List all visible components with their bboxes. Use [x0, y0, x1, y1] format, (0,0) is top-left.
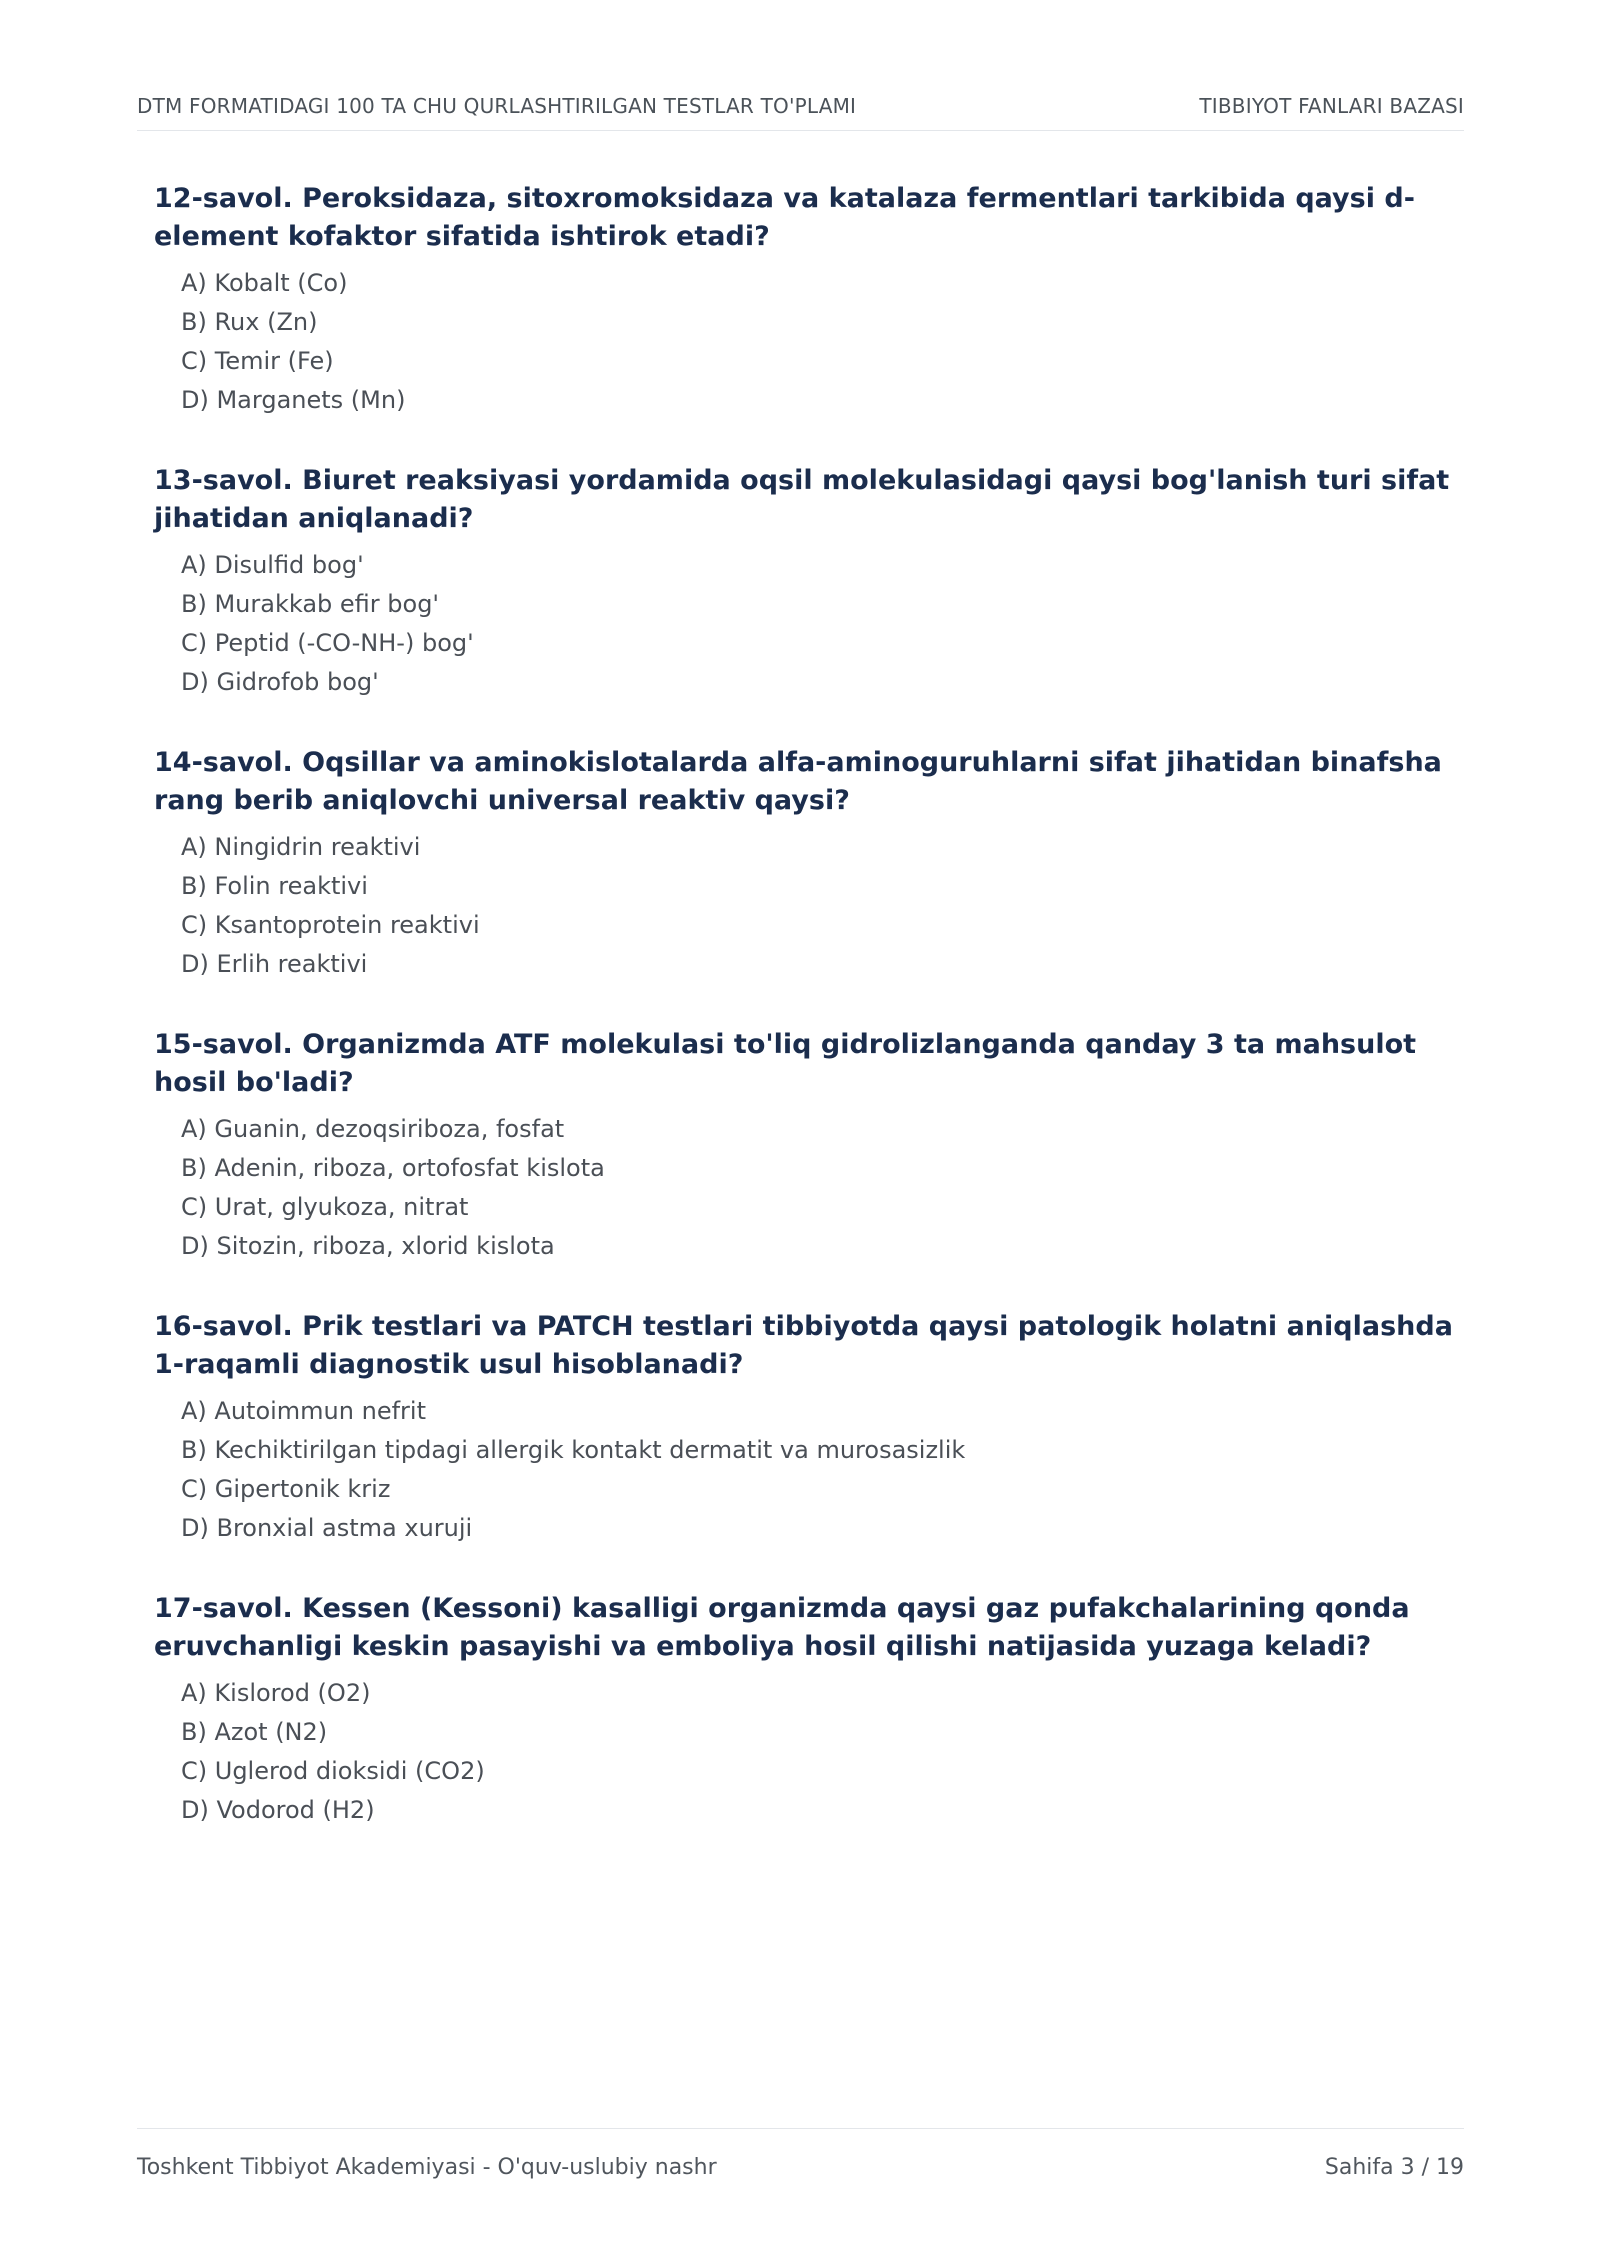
- option-b: B) Azot (N2): [181, 1718, 328, 1746]
- option-b: B) Murakkab efir bog': [181, 590, 440, 618]
- page-footer: [137, 2128, 1464, 2180]
- option-b: B) Folin reaktivi: [181, 872, 368, 900]
- option-c: C) Urat, glyukoza, nitrat: [181, 1193, 469, 1221]
- option-d: D) Bronxial astma xuruji: [181, 1514, 473, 1542]
- question-list: [154, 180, 1464, 1872]
- answer-options: [154, 1674, 1464, 1830]
- option-a: A) Autoimmun nefrit: [181, 1397, 426, 1425]
- header-title: DTM FORMATIDAGI 100 TA CHU QURLASHTIRILGAN TESTLAR TO'PLAMI: [137, 94, 857, 118]
- option-b: B) Kechiktirilgan tipdagi allergik kontakt dermatit va murosasizlik: [181, 1436, 966, 1464]
- option-d: D) Sitozin, riboza, xlorid kislota: [181, 1232, 555, 1260]
- option-c: C) Gipertonik kriz: [181, 1475, 391, 1503]
- option-a: A) Guanin, dezoqsiriboza, fosfat: [181, 1115, 565, 1143]
- question-title: 15-savol. Organizmda ATF molekulasi to'liq gidrolizlanganda qanday 3 ta mahsulot hosil bo'ladi?: [154, 1029, 1417, 1098]
- answer-options: [154, 546, 1464, 702]
- question-17: [154, 1590, 1464, 1830]
- option-a: A) Kislorod (O2): [181, 1679, 371, 1707]
- question-title: 13-savol. Biuret reaksiyasi yordamida oqsil molekulasidagi qaysi bog'lanish turi sifat jihatidan aniqlanadi?: [154, 465, 1450, 534]
- page-header: [137, 94, 1464, 131]
- answer-options: [154, 1392, 1464, 1548]
- option-c: C) Temir (Fe): [181, 347, 334, 375]
- option-c: C) Uglerod dioksidi (CO2): [181, 1757, 485, 1785]
- header-subject: TIBBIYOT FANLARI BAZASI: [1199, 94, 1464, 118]
- option-b: B) Adenin, riboza, ortofosfat kislota: [181, 1154, 605, 1182]
- question-14: [154, 744, 1464, 984]
- option-d: D) Erlih reaktivi: [181, 950, 368, 978]
- question-16: [154, 1308, 1464, 1548]
- option-d: D) Vodorod (H2): [181, 1796, 375, 1824]
- question-title: 14-savol. Oqsillar va aminokislotalarda alfa-aminoguruhlarni sifat jihatidan binafsha rang berib aniqlovchi universal reaktiv qaysi?: [154, 747, 1442, 816]
- option-d: D) Gidrofob bog': [181, 668, 379, 696]
- option-a: A) Ningidrin reaktivi: [181, 833, 421, 861]
- option-a: A) Kobalt (Co): [181, 269, 348, 297]
- question-13: [154, 462, 1464, 702]
- option-a: A) Disulfid bog': [181, 551, 364, 579]
- option-c: C) Ksantoprotein reaktivi: [181, 911, 480, 939]
- option-d: D) Marganets (Mn): [181, 386, 406, 414]
- page-number: Sahifa 3 / 19: [1324, 2155, 1464, 2180]
- option-c: C) Peptid (-CO-NH-) bog': [181, 629, 474, 657]
- footer-publisher: Toshkent Tibbiyot Akademiyasi - O'quv-uslubiy nashr: [137, 2155, 717, 2180]
- answer-options: [154, 264, 1464, 420]
- question-title: 16-savol. Prik testlari va PATCH testlari tibbiyotda qaysi patologik holatni aniqlashda 1-raqamli diagnostik usul hisoblanadi?: [154, 1311, 1453, 1380]
- answer-options: [154, 1110, 1464, 1266]
- question-12: [154, 180, 1464, 420]
- option-b: B) Rux (Zn): [181, 308, 318, 336]
- question-title: 12-savol. Peroksidaza, sitoxromoksidaza va katalaza fermentlari tarkibida qaysi d-element kofaktor sifatida ishtirok etadi?: [154, 183, 1415, 252]
- question-15: [154, 1026, 1464, 1266]
- answer-options: [154, 828, 1464, 984]
- question-title: 17-savol. Kessen (Kessoni) kasalligi organizmda qaysi gaz pufakchalarining qonda eruvchanligi keskin pasayishi va emboliya hosil qilishi natijasida yuzaga keladi?: [154, 1593, 1410, 1662]
